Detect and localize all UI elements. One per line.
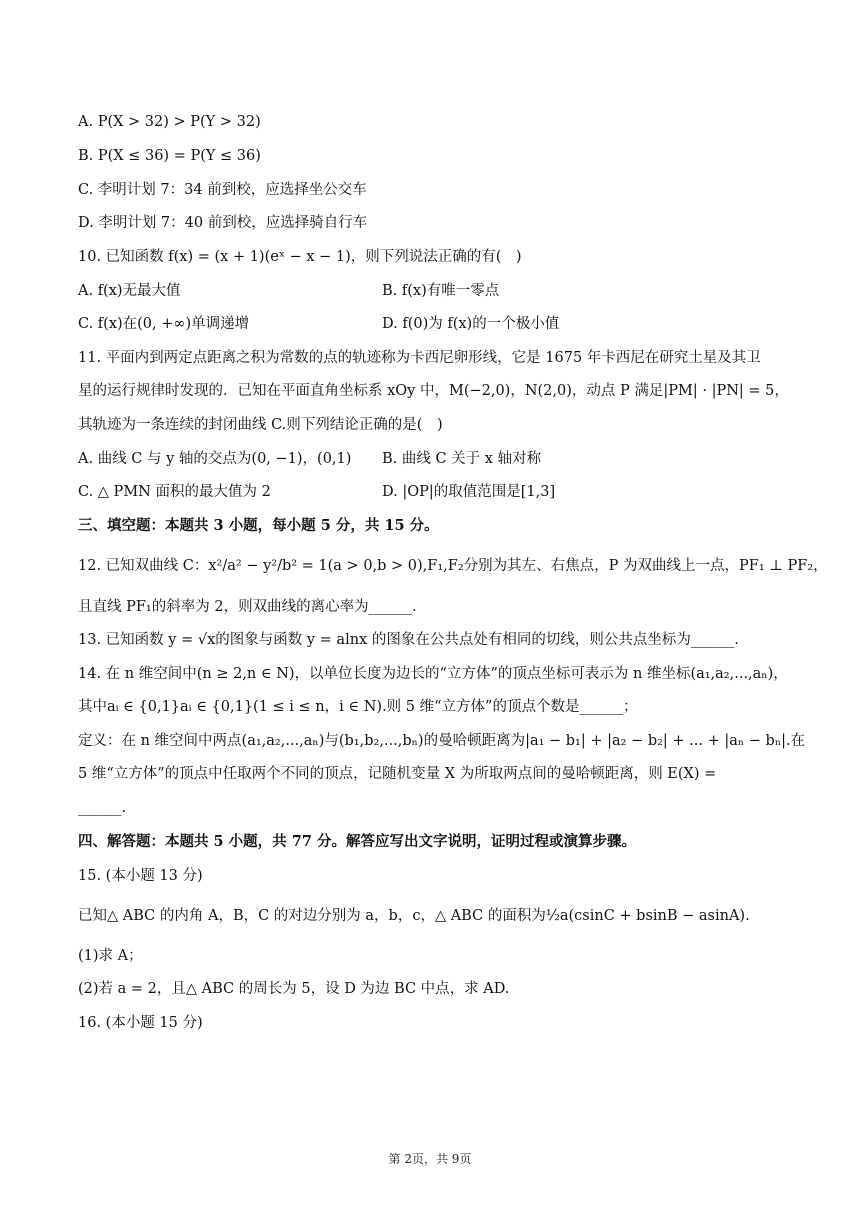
option-9a: A. P(X > 32) > P(Y > 32): [78, 114, 261, 130]
section-solutions-heading: 四、解答题：本题共 5 小题，共 77 分。解答应写出文字说明，证明过程或演算步骤。: [78, 833, 636, 850]
option-9b: B. P(X ≤ 36) = P(Y ≤ 36): [78, 148, 261, 164]
question-11-line3: 其轨迹为一条连续的封闭曲线 C.则下列结论正确的是( ): [78, 417, 443, 433]
question-16-header: 16. (本小题 15 分): [78, 1015, 203, 1031]
options-11-row2: [78, 482, 556, 502]
question-11-line2: 星的运行规律时发现的．已知在平面直角坐标系 xOy 中，M(−2,0)，N(2,0)，动点 P 满足|PM| · |PN| = 5，: [78, 383, 789, 399]
option-11d: D. |OP|的取值范围是[1,3]: [382, 484, 556, 500]
page-footer: 第 2页，共 9页: [388, 1152, 472, 1166]
question-12-line1: 12. 已知双曲线 C：x²/a² − y²/b² = 1(a > 0,b > 0),F₁,F₂分别为其左、右焦点，P 为双曲线上一点，PF₁ ⊥ PF₂，: [78, 558, 828, 574]
option-10c: C. f(x)在(0, +∞)单调递增: [78, 316, 250, 332]
question-14-line2: 其中aᵢ ∈ {0,1}aᵢ ∈ {0,1}(1 ≤ i ≤ n，i ∈ N).则 5 维“立方体”的顶点个数是______；: [78, 699, 638, 715]
option-9c: C. 李明计划 7：34 前到校，应选择坐公交车: [78, 182, 367, 198]
question-15-part1: (1)求 A；: [78, 948, 143, 964]
question-14-line4: 5 维“立方体”的顶点中任取两个不同的顶点，记随机变量 X 为所取两点间的曼哈顿距离，则 E(X) =: [78, 766, 717, 782]
option-10b: B. f(x)有唯一零点: [382, 283, 500, 299]
options-10-row1: [78, 281, 500, 301]
question-10: 10. 已知函数 f(x) = (x + 1)(eˣ − x − 1)，则下列说法正确的有( ): [78, 249, 522, 265]
option-11c: C. △ PMN 面积的最大值为 2: [78, 484, 271, 500]
option-11b: B. 曲线 C 关于 x 轴对称: [382, 451, 542, 467]
question-14-line1: 14. 在 n 维空间中(n ≥ 2,n ∈ N)，以单位长度为边长的“立方体”的顶点坐标可表示为 n 维坐标(a₁,a₂,...,aₙ)，: [78, 666, 788, 682]
question-11-line1: 11. 平面内到两定点距离之积为常数的点的轨迹称为卡西尼卵形线，它是 1675 年卡西尼在研究土星及其卫: [78, 350, 761, 366]
option-9d: D. 李明计划 7：40 前到校，应选择骑自行车: [78, 215, 368, 231]
question-14-line5: ______.: [78, 800, 127, 816]
question-12-line2: 且直线 PF₁的斜率为 2，则双曲线的离心率为______．: [78, 599, 427, 615]
option-11a: A. 曲线 C 与 y 轴的交点为(0, −1)，(0,1): [78, 451, 352, 467]
question-13: 13. 已知函数 y = √x的图象与函数 y = alnx 的图象在公共点处有相同的切线，则公共点坐标为______．: [78, 632, 749, 648]
option-10d: D. f(0)为 f(x)的一个极小值: [382, 316, 560, 332]
question-15-part2: (2)若 a = 2，且△ ABC 的周长为 5，设 D 为边 BC 中点，求 AD.: [78, 981, 510, 997]
question-15-header: 15. (本小题 13 分): [78, 868, 203, 884]
question-14-line3: 定义：在 n 维空间中两点(a₁,a₂,...,aₙ)与(b₁,b₂,...,bₙ)的曼哈顿距离为|a₁ − b₁| + |a₂ − b₂| + ... + |aₙ − bₙ|.在: [78, 733, 806, 749]
option-10a: A. f(x)无最大值: [78, 283, 181, 299]
section-fill-in-heading: 三、填空题：本题共 3 小题，每小题 5 分，共 15 分。: [78, 517, 439, 534]
question-15-stem: 已知△ ABC 的内角 A，B，C 的对边分别为 a，b，c，△ ABC 的面积为½a(csinC + bsinB − asinA).: [78, 908, 750, 924]
options-11-row1: [78, 449, 542, 469]
options-10-row2: [78, 314, 560, 334]
